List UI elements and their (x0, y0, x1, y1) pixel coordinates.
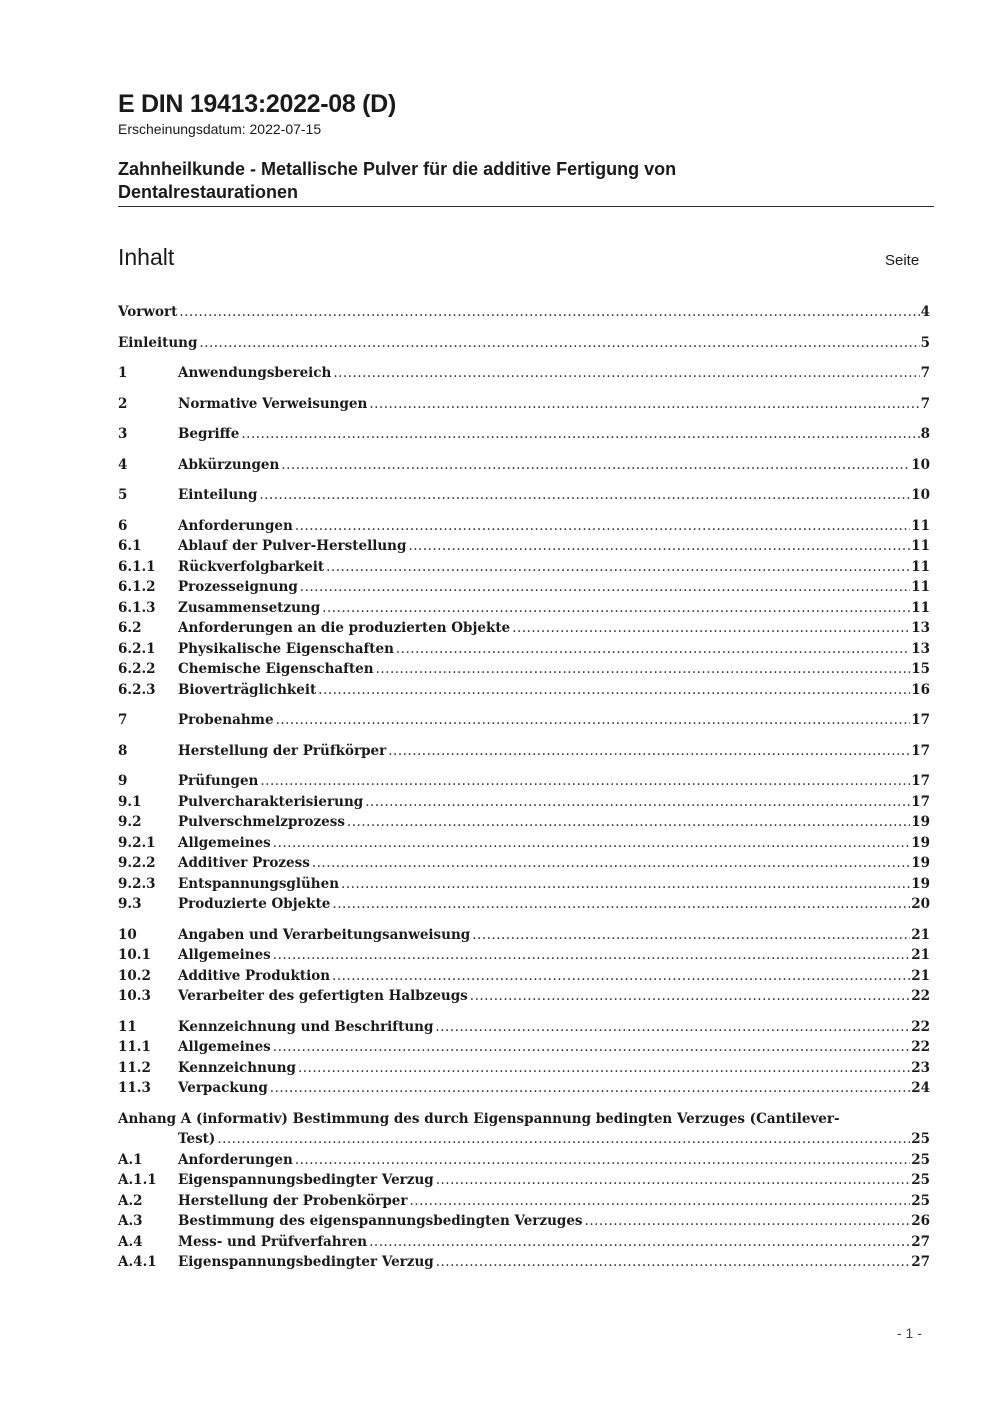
toc-entry-title: Ablauf der Pulver-Herstellung (178, 538, 407, 554)
release-date: Erscheinungsdatum: 2022-07-15 (118, 121, 322, 137)
toc-leader-dots (217, 1129, 910, 1150)
title-rule (118, 206, 934, 207)
toc-leader-dots (369, 394, 919, 415)
toc-entry-page: 11 (911, 558, 930, 575)
toc-entry-number: A.2 (118, 1192, 143, 1209)
toc-leader-dots (318, 680, 910, 701)
toc-entry-page: 17 (911, 773, 930, 789)
toc-entry-page: 19 (911, 855, 930, 871)
toc-entry-page: 27 (911, 1233, 930, 1250)
toc-entry-number: 6 (118, 517, 128, 534)
toc-entry-title: Verpackung (178, 1080, 268, 1096)
toc-entry-title: Chemische Eigenschaften (178, 661, 374, 677)
toc-leader-dots (436, 1252, 911, 1273)
toc-entry-page: 23 (911, 1059, 930, 1076)
toc-leader-dots (259, 485, 910, 506)
toc-entry-number: A.4.1 (118, 1254, 157, 1270)
toc-entry-page: 21 (911, 926, 930, 943)
toc-entry-title: Pulverschmelzprozess (178, 814, 345, 830)
toc-leader-dots (179, 302, 919, 323)
toc-entry-number: 6.2 (118, 620, 142, 636)
toc-entry[interactable] (118, 812, 930, 833)
toc-entry-page: 10 (911, 456, 930, 473)
toc-entry[interactable] (118, 792, 930, 813)
toc-entry-number: 9.2.1 (118, 834, 156, 851)
toc-entry-page: 25 (911, 1192, 930, 1209)
toc-entry[interactable] (118, 485, 930, 506)
toc-entry-number: 9.2.2 (118, 855, 156, 871)
toc-entry-title: Kennzeichnung (178, 1059, 296, 1076)
toc-entry-number: 6.2.2 (118, 661, 156, 677)
toc-entry-page: 25 (911, 1172, 930, 1188)
toc-annex-subentry[interactable] (118, 1252, 930, 1273)
toc-entry-number: 11.2 (118, 1059, 151, 1076)
toc-leader-dots (369, 1232, 910, 1253)
toc-entry-title: Produzierte Objekte (178, 896, 331, 912)
toc-leader-dots (408, 536, 910, 557)
toc-annex-entry[interactable] (118, 1109, 930, 1150)
toc-entry-title: Allgemeines (178, 947, 271, 963)
toc-leader-dots (298, 1058, 910, 1079)
toc-entry-page: 22 (911, 988, 930, 1004)
toc-entry-title: Einleitung (118, 334, 198, 351)
toc-leader-dots (312, 853, 910, 874)
toc-leader-dots (472, 925, 910, 946)
toc-leader-dots (332, 966, 910, 987)
toc-leader-dots (300, 577, 910, 598)
toc-entry-title: Pulvercharakterisierung (178, 793, 364, 810)
toc-annex-subentry[interactable] (118, 1232, 930, 1253)
toc-entry-number: A.1 (118, 1151, 143, 1168)
toc-entry-page: 24 (911, 1080, 930, 1096)
document-id: E DIN 19413:2022-08 (D) (118, 90, 396, 118)
toc-leader-dots (376, 659, 911, 680)
toc-entry-page: 7 (920, 395, 930, 412)
toc-entry[interactable] (118, 363, 930, 384)
toc-entry[interactable] (118, 986, 930, 1007)
toc-entry-page: 17 (911, 793, 930, 810)
toc-entry[interactable] (118, 966, 930, 987)
toc-entry-number: 9.2 (118, 814, 142, 830)
toc-entry-page: 20 (911, 896, 930, 912)
toc-entry-page: 7 (920, 365, 930, 381)
toc-leader-dots (388, 741, 910, 762)
toc-leader-dots (241, 424, 919, 445)
toc-entry-number: 6.1.3 (118, 599, 156, 616)
toc-leader-dots (326, 557, 910, 578)
toc-entry-title: Rückverfolgbarkeit (178, 558, 325, 575)
toc-entry[interactable] (118, 394, 930, 415)
toc-entry-number: 9.3 (118, 896, 142, 912)
toc-entry-page: 21 (911, 947, 930, 963)
toc-entry-page: 4 (920, 304, 930, 320)
toc-annex-subentry[interactable] (118, 1191, 930, 1212)
toc-entry[interactable] (118, 1058, 930, 1079)
toc-leader-dots (276, 710, 911, 731)
document-title: Zahnheilkunde - Metallische Pulver für die additive Fertigung von Dentalrestaurationen (118, 159, 677, 202)
toc-entry-page: 10 (911, 487, 930, 503)
toc-entry-number: 6.2.1 (118, 640, 156, 657)
toc-entry[interactable] (118, 424, 930, 445)
toc-leader-dots (333, 363, 919, 384)
toc-entry-number: 9 (118, 773, 128, 789)
toc-entry-page: 22 (911, 1018, 930, 1035)
toc-entry-title: Allgemeines (178, 834, 271, 851)
toc-entry[interactable] (118, 833, 930, 854)
toc-entry[interactable] (118, 874, 930, 895)
toc-entry-page: 13 (911, 640, 930, 657)
toc-entry[interactable] (118, 1078, 930, 1099)
toc-leader-dots (295, 516, 910, 537)
toc-entry-number: 10.1 (118, 947, 151, 963)
toc-entry[interactable] (118, 659, 930, 680)
toc-entry-number: 11.1 (118, 1039, 151, 1055)
toc-entry-title: Prüfungen (178, 773, 259, 789)
toc-entry-title: Herstellung der Probenkörper (178, 1192, 408, 1209)
toc-entry-number: 9.2.3 (118, 875, 156, 892)
toc-entry-number: 11 (118, 1018, 137, 1035)
toc-entry-title: Eigenspannungsbedingter Verzug (178, 1172, 434, 1188)
toc-annex-subentry[interactable] (118, 1211, 930, 1232)
toc-entry[interactable] (118, 302, 930, 323)
toc-entry-page: 11 (911, 579, 930, 595)
toc-entry[interactable] (118, 516, 930, 537)
toc-entry-number: 3 (118, 426, 128, 442)
toc-entry[interactable] (118, 1037, 930, 1058)
toc-entry[interactable] (118, 771, 930, 792)
toc-entry-page: 26 (911, 1213, 930, 1229)
toc-entry-title: Zusammensetzung (178, 599, 321, 616)
toc-entry-number: 10 (118, 926, 137, 943)
toc-entry-number: 4 (118, 456, 128, 473)
toc-entry-number: 6.2.3 (118, 681, 156, 698)
toc-entry-page: 13 (911, 620, 930, 636)
toc-leader-dots (332, 894, 910, 915)
toc-annex-title-line1: Anhang A (informativ) Bestimmung des durch Eigenspannung bedingten Verzuges (Cantilever- (118, 1110, 840, 1127)
page-number: - 1 - (897, 1325, 922, 1341)
toc-leader-dots (270, 1078, 910, 1099)
toc-entry-number: 2 (118, 395, 128, 412)
toc-entry-number: 1 (118, 365, 128, 381)
toc-entry-title: Physikalische Eigenschaften (178, 640, 394, 657)
toc-entry-title: Additiver Prozess (178, 855, 310, 871)
toc-entry[interactable] (118, 333, 930, 354)
toc-entry[interactable] (118, 945, 930, 966)
toc-entry-title: Vorwort (118, 304, 178, 320)
toc-entry-title: Herstellung der Prüfkörper (178, 742, 387, 759)
toc-entry-number: 11.3 (118, 1080, 151, 1096)
toc-entry[interactable] (118, 598, 930, 619)
toc-entry[interactable] (118, 925, 930, 946)
toc-entry-number: 6.1.2 (118, 579, 156, 595)
toc-leader-dots (273, 945, 910, 966)
toc-entry-page: 11 (911, 517, 930, 534)
toc-leader-dots (322, 598, 910, 619)
toc-entry-number: A.3 (118, 1213, 143, 1229)
toc-entry-page: 19 (911, 814, 930, 830)
toc-leader-dots (396, 639, 910, 660)
toc-annex-subentry[interactable] (118, 1170, 930, 1191)
toc-entry-page: 19 (911, 834, 930, 851)
toc-entry-title: Abkürzungen (178, 456, 280, 473)
toc-entry-title: Eigenspannungsbedingter Verzug (178, 1254, 434, 1270)
toc-entry[interactable] (118, 557, 930, 578)
toc-entry-title: Anforderungen an die produzierten Objekte (178, 620, 511, 636)
toc-leader-dots (436, 1170, 911, 1191)
toc-leader-dots (199, 333, 919, 354)
toc-entry-number: A.4 (118, 1233, 143, 1250)
toc-entry-page: 11 (911, 599, 930, 616)
toc-entry-title: Bestimmung des eigenspannungsbedingten Verzuges (178, 1213, 583, 1229)
toc-entry-page: 27 (911, 1254, 930, 1270)
toc-entry-page: 16 (911, 681, 930, 698)
toc-leader-dots (273, 1037, 910, 1058)
toc-entry-title: Kennzeichnung und Beschriftung (178, 1018, 434, 1035)
toc-entry-number: 10.3 (118, 988, 151, 1004)
toc-entry-title: Bioverträglichkeit (178, 681, 317, 698)
toc-leader-dots (341, 874, 910, 895)
page-column-heading: Seite (885, 252, 920, 269)
toc-entry-title: Mess- und Prüfverfahren (178, 1233, 368, 1250)
toc-annex-title-line2: Test) (178, 1131, 216, 1147)
toc-entry-page: 5 (920, 334, 930, 351)
toc-entry-title: Anforderungen (178, 1151, 293, 1168)
toc-entry-title: Allgemeines (178, 1039, 271, 1055)
toc-entry-title: Probenahme (178, 712, 274, 728)
toc-entry-title: Prozesseignung (178, 579, 298, 595)
toc-entry[interactable] (118, 639, 930, 660)
toc-entry-page: 25 (911, 1151, 930, 1168)
toc-leader-dots (585, 1211, 911, 1232)
toc-entry-page: 11 (911, 538, 930, 554)
toc-leader-dots (512, 618, 910, 639)
toc-entry-page: 21 (911, 967, 930, 984)
toc-entry-page: 8 (920, 426, 930, 442)
toc-entry[interactable] (118, 741, 930, 762)
toc-entry[interactable] (118, 680, 930, 701)
toc-entry[interactable] (118, 710, 930, 731)
toc-entry-title: Einteilung (178, 487, 258, 503)
toc-leader-dots (347, 812, 910, 833)
toc-entry-title: Anwendungsbereich (178, 365, 332, 381)
toc-entry-number: 6.1 (118, 538, 142, 554)
toc-entry-number: 10.2 (118, 967, 151, 984)
toc-entry[interactable] (118, 894, 930, 915)
toc-entry-page: 22 (911, 1039, 930, 1055)
toc-leader-dots (365, 792, 910, 813)
toc-annex-subentry[interactable] (118, 1150, 930, 1171)
toc-entry-page: 17 (911, 712, 930, 728)
toc-entry-title: Anforderungen (178, 517, 293, 534)
toc-leader-dots (260, 771, 910, 792)
table-of-contents (118, 302, 930, 1273)
toc-leader-dots (409, 1191, 910, 1212)
toc-entry-title: Angaben und Verarbeitungsanweisung (178, 926, 471, 943)
toc-leader-dots (295, 1150, 910, 1171)
toc-entry-number: 5 (118, 487, 128, 503)
toc-entry-title: Verarbeiter des gefertigten Halbzeugs (178, 988, 468, 1004)
toc-annex-page: 25 (911, 1131, 930, 1147)
toc-entry-title: Entspannungsglühen (178, 875, 340, 892)
toc-entry[interactable] (118, 536, 930, 557)
toc-entry[interactable] (118, 853, 930, 874)
toc-entry-title: Normative Verweisungen (178, 395, 368, 412)
toc-entry[interactable] (118, 618, 930, 639)
toc-entry[interactable] (118, 455, 930, 476)
toc-entry-number: A.1.1 (118, 1172, 157, 1188)
toc-leader-dots (281, 455, 910, 476)
toc-entry[interactable] (118, 1017, 930, 1038)
toc-leader-dots (470, 986, 910, 1007)
toc-entry-page: 17 (911, 742, 930, 759)
toc-entry-number: 8 (118, 742, 128, 759)
toc-entry-page: 19 (911, 875, 930, 892)
toc-leader-dots (435, 1017, 910, 1038)
toc-entry[interactable] (118, 577, 930, 598)
toc-entry-title: Begriffe (178, 426, 240, 442)
toc-entry-number: 7 (118, 712, 128, 728)
toc-heading: Inhalt (118, 244, 175, 270)
toc-entry-number: 9.1 (118, 793, 142, 810)
toc-entry-title: Additive Produktion (178, 967, 331, 984)
toc-leader-dots (273, 833, 910, 854)
toc-entry-number: 6.1.1 (118, 558, 156, 575)
toc-entry-page: 15 (911, 661, 930, 677)
